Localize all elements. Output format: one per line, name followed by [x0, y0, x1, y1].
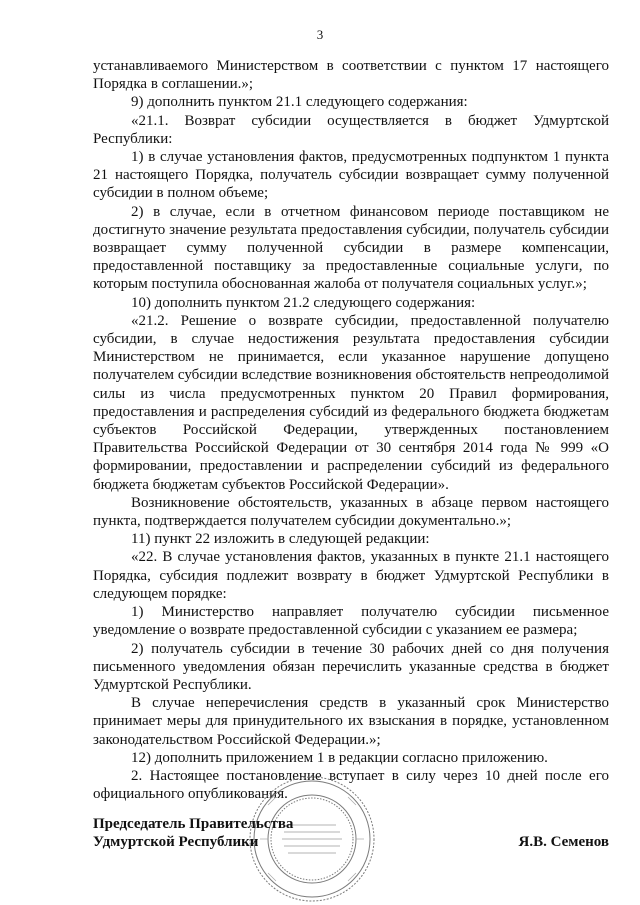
signatory-position: Удмуртской Республики: [93, 834, 259, 851]
paragraph: «22. В случае установления фактов, указанных в пункте 21.1 настоящего Порядка, субсидия подлежит возврату в бюджет Удмуртской Республики в следующем порядке:: [93, 549, 609, 602]
signature-block: [93, 815, 609, 851]
paragraph: устанавливаемого Министерством в соответствии с пунктом 17 настоящего Порядка в соглашении.»;: [93, 58, 609, 93]
paragraph: «21.2. Решение о возврате субсидии, предоставленной получателю субсидии, в случае недостижения результата предоставления субсидии Министерством не принимается, если указанное нарушение допущено получателем субсидии вследствие возникновения обстоятельств непреодолимой силы из числа предусмотренных пунктом 20 Правил формирования, предоставления и распределения субсидий из федерального бюджета бюджетам субъектов Российской Федерации, утвержденных постановлением Правительства Российской Федерации от 30 сентября 2014 года № 999 «О формировании, предоставлении и распределении субсидий из федерального бюджета бюджетам субъектов Российской Федерации».: [93, 312, 609, 493]
paragraph: 2) в случае, если в отчетном финансовом периоде поставщиком не достигнуто значение результата предоставления субсидии, получатель субсидии возвращает сумму полученной субсидии в размере компенсации, предоставленной поставщику за предоставленные социальные услуги, по которым поступила обоснованная жалоба от получателя социальных услуг.»;: [93, 203, 609, 293]
paragraph: «21.1. Возврат субсидии осуществляется в бюджет Удмуртской Республики:: [93, 112, 609, 147]
paragraph: 1) в случае установления фактов, предусмотренных подпунктом 1 пункта 21 настоящего Порядка, получатель субсидии возвращает сумму полученной субсидии в полном объеме;: [93, 149, 609, 202]
paragraph: В случае неперечисления средств в указанный срок Министерство принимает меры для принудительного их взыскания в порядке, установленном законодательством Российской Федерации.»;: [93, 695, 609, 748]
document-body: [93, 57, 609, 803]
page-number: 3: [316, 27, 324, 42]
paragraph: Возникновение обстоятельств, указанных в абзаце первом настоящего пункта, подтверждается получателем субсидии документально.»;: [93, 494, 609, 530]
signatory-position: Председатель Правительства: [93, 816, 294, 832]
signatory-name: Я.В. Семенов: [518, 834, 609, 850]
paragraph: 9) дополнить пунктом 21.1 следующего содержания:: [131, 94, 468, 111]
paragraph: 2. Настоящее постановление вступает в силу через 10 дней после его официального опубликования.: [93, 767, 609, 803]
paragraph: 11) пункт 22 изложить в следующей редакции:: [131, 531, 430, 548]
paragraph: 2) получатель субсидии в течение 30 рабочих дней со дня получения письменного уведомления обязан перечислить указанные средства в бюджет Удмуртской Республики.: [93, 640, 609, 693]
paragraph: 10) дополнить пунктом 21.2 следующего содержания:: [131, 294, 476, 311]
paragraph: 12) дополнить приложением 1 в редакции согласно приложению.: [131, 749, 548, 766]
paragraph: 1) Министерство направляет получателю субсидии письменное уведомление о возврате предоставленной субсидии с указанием ее размера;: [93, 604, 609, 639]
